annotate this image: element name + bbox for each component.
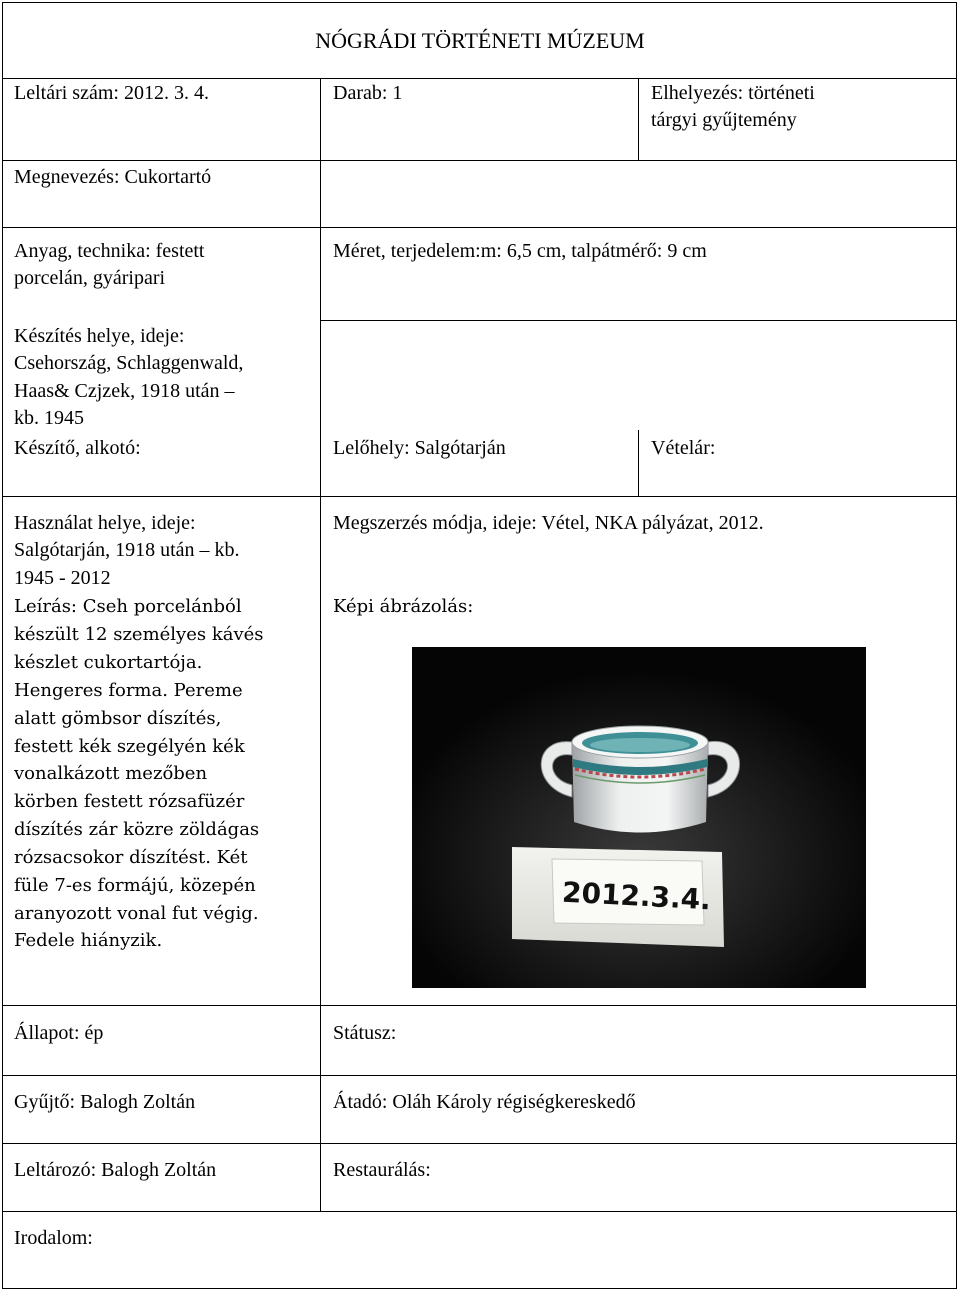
description-line: rózsacsokor díszítést. Két — [14, 847, 248, 868]
object-name: Megnevezés: Cukortartó — [14, 166, 212, 188]
description-line: füle 7-es formájú, közepén — [14, 875, 256, 896]
divider — [320, 320, 957, 321]
image-caption: Képi ábrázolás: — [333, 596, 474, 617]
usage-line-1: Használat helye, ideje: — [14, 512, 196, 534]
restoration: Restaurálás: — [333, 1159, 431, 1181]
description-line: körben festett rózsafüzér — [14, 791, 245, 812]
purchase-price: Vételár: — [651, 437, 716, 459]
collector-label: Gyűjtő: — [14, 1091, 76, 1113]
location-line-2: tárgyi gyűjtemény — [651, 109, 797, 131]
production-line-3: Haas& Czjzek, 1918 után – — [14, 380, 235, 402]
divider — [2, 160, 957, 161]
divider — [2, 496, 957, 497]
divider — [2, 227, 957, 228]
status: Státusz: — [333, 1022, 397, 1044]
condition-value: : ép — [74, 1022, 104, 1044]
maker: Készítő, alkotó: — [14, 437, 141, 459]
divider — [638, 430, 639, 496]
usage-line-2: Salgótarján, 1918 után – kb. — [14, 539, 240, 561]
production-line-1: Készítés helye, ideje: — [14, 325, 185, 347]
description-line: készlet cukortartója. — [14, 652, 203, 673]
collector-value: Balogh Zoltán — [75, 1091, 196, 1113]
collector — [14, 1089, 195, 1116]
production-line-2: Csehország, Schlaggenwald, — [14, 352, 244, 374]
dimensions: Méret, terjedelem:m: 6,5 cm, talpátmérő: 9 cm — [333, 240, 707, 262]
inventory-taker — [14, 1157, 216, 1184]
divider — [320, 78, 321, 1211]
divider — [638, 78, 639, 160]
item-count: Darab: 1 — [333, 82, 403, 104]
inventory-taker-value: : Balogh Zoltán — [90, 1159, 217, 1181]
inventory-number: Leltári szám: 2012. 3. 4. — [14, 82, 209, 104]
condition-label: Állapot — [14, 1022, 74, 1044]
description-line: aranyozott vonal fut végig. — [14, 903, 259, 924]
acquisition: Megszerzés módja, ideje: Vétel, NKA pályázat, 2012. — [333, 512, 764, 534]
production-line-4: kb. 1945 — [14, 407, 84, 429]
photo-label: 2012.3.4. — [561, 875, 712, 917]
description-line: Hengeres forma. Pereme — [14, 680, 243, 701]
material-line-1: Anyag, technika: festett — [14, 240, 205, 262]
description-line: alatt gömbsor díszítés, — [14, 708, 222, 729]
description-line: készült 12 személyes kávés — [14, 624, 264, 645]
description-line: Fedele hiányzik. — [14, 930, 163, 951]
condition — [14, 1020, 103, 1047]
divider — [2, 1005, 957, 1006]
usage-line-3: 1945 - 2012 — [14, 567, 111, 589]
transferor: Átadó: Oláh Károly régiségkereskedő — [333, 1091, 636, 1113]
divider — [2, 1075, 957, 1076]
inventory-taker-label: Leltározó — [14, 1159, 91, 1181]
description-line: Leírás: Cseh porcelánból — [14, 596, 242, 617]
literature: Irodalom: — [14, 1227, 93, 1249]
museum-title: NÓGRÁDI TÖRTÉNETI MÚZEUM — [315, 28, 645, 53]
divider — [2, 78, 957, 79]
description-line: festett kék szegélyén kék — [14, 736, 245, 757]
location-line-1: Elhelyezés: történeti — [651, 82, 815, 104]
description-line: díszítés zár közre zöldágas — [14, 819, 260, 840]
divider — [2, 1211, 957, 1212]
material-line-2: porcelán, gyáripari — [14, 267, 166, 289]
divider — [2, 1143, 957, 1144]
find-place: Lelőhely: Salgótarján — [333, 437, 506, 459]
object-photo — [412, 647, 866, 988]
description-line: vonalkázott mezőben — [14, 763, 208, 784]
